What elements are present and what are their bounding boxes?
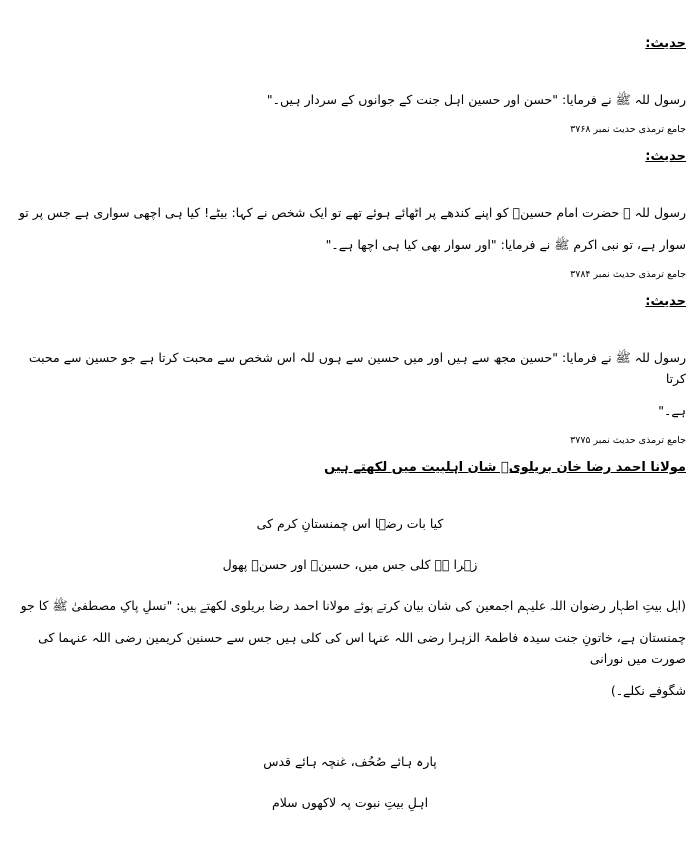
hadith-3-heading: حدیث: [645, 294, 686, 309]
hadith-3-text-line-2: ہے۔" [658, 403, 686, 418]
hadith-2-heading: حدیث: [645, 149, 686, 164]
hadith-2-text-line-2: سوار ہے، تو نبی اکرم ﷺ نے فرمایا: "اور سوار بھی کیا ہی اچھا ہے۔" [325, 237, 686, 252]
paragraph-line-3: شگوفے نکلے۔) [610, 683, 686, 698]
verse-2-line-1: پارہ ہائے صُحُف، غنچہ ہائے قدس [263, 754, 437, 769]
verse-1-line-2: زہرا ہے کلی جس میں، حسینؓ اور حسنؓ پھول [222, 557, 478, 572]
hadith-3-text-line-1: رسول للہ ﷺ نے فرمایا: "حسین مجھ سے ہیں اور میں حسین سے ہوں للہ اس شخص سے محبت کرتا ہے جو حسین سے محبت کرتا [28, 350, 686, 386]
verse-2-line-2: اہلِ بیتِ نبوت پہ لاکھوں سلام [271, 795, 429, 810]
paragraph-line-1: (اہل بیتِ اطہار رضوان اللہ علیہم اجمعین کی شان بیان کرتے ہوئے مولانا احمد رضا بریلوی لکھتے ہیں: "نسلِ پاکِ مصطفیٰ ﷺ کا جو [20, 598, 686, 613]
paragraph-line-2: چمنستان ہے، خاتونِ جنت سیدہ فاطمۃ الزہرا رضی اللہ عنہا اس کی کلی ہیں جس سے حسنین کریمین رضی اللہ عنہما کی صورت میں نورانی [38, 630, 686, 666]
hadith-1-heading: حدیث: [645, 36, 686, 51]
section-heading: مولانا احمد رضا خان بریلویؒ شان اہلبیت میں لکھتے ہیں [324, 460, 686, 475]
hadith-2-citation: جامع ترمذی حدیث نمبر ۳۷۸۴ [570, 269, 686, 280]
hadith-3-citation: جامع ترمذی حدیث نمبر ۳۷۷۵ [570, 435, 686, 446]
hadith-2-text-line-1: رسول للہ ﷺ حضرت امام حسینؓ کو اپنے کندھے پر اٹھائے ہوئے تھے تو ایک شخص نے کہا: بیٹے! کیا ہی اچھی سواری ہے جس پر تو [18, 205, 686, 220]
hadith-1-text: رسول للہ ﷺ نے فرمایا: "حسن اور حسین اہل جنت کے جوانوں کے سردار ہیں۔" [266, 92, 686, 107]
verse-1-line-1: کیا بات رضؔا اس چمنستانِ کرم کی [256, 516, 444, 531]
hadith-1-citation: جامع ترمذی حدیث نمبر ۳۷۶۸ [570, 124, 686, 135]
